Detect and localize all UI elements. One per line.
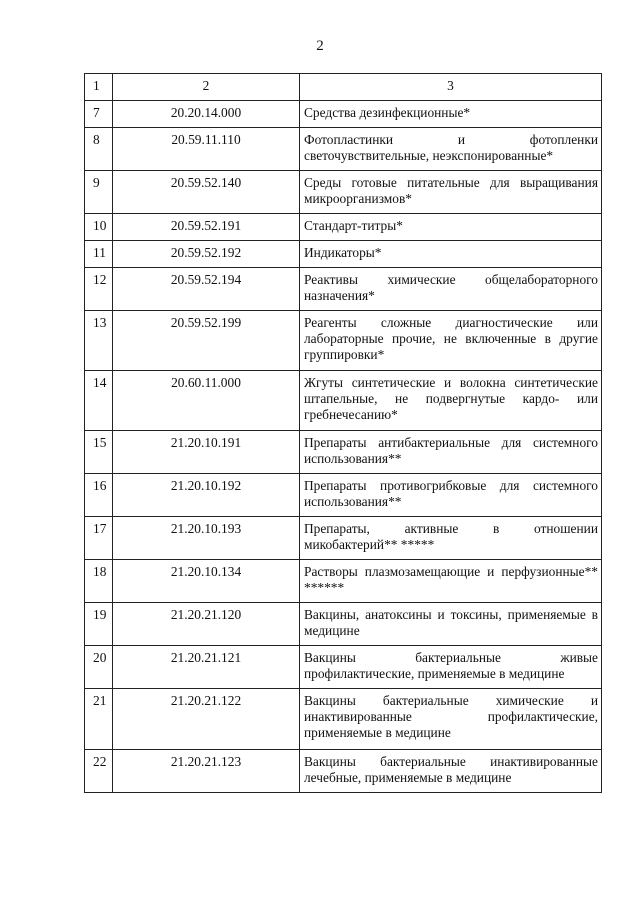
table-body bbox=[85, 74, 602, 793]
table-row bbox=[85, 171, 602, 214]
table-row bbox=[85, 474, 602, 517]
row-number: 14 bbox=[85, 371, 113, 431]
row-code: 21.20.10.192 bbox=[113, 474, 300, 517]
row-code: 21.20.10.191 bbox=[113, 431, 300, 474]
row-name: Индикаторы* bbox=[300, 241, 602, 268]
row-code: 21.20.21.123 bbox=[113, 750, 300, 793]
row-name: Вакцины бактериальные химические и инактивированные профилактические, применяемые в медицине bbox=[300, 689, 602, 750]
row-code: 20.59.52.140 bbox=[113, 171, 300, 214]
row-name: Средства дезинфекционные* bbox=[300, 101, 602, 128]
row-number: 8 bbox=[85, 128, 113, 171]
table-row bbox=[85, 646, 602, 689]
row-code: 20.59.11.110 bbox=[113, 128, 300, 171]
table-row bbox=[85, 560, 602, 603]
header-col-3: 3 bbox=[300, 74, 602, 101]
row-code: 21.20.10.193 bbox=[113, 517, 300, 560]
row-number: 9 bbox=[85, 171, 113, 214]
row-number: 16 bbox=[85, 474, 113, 517]
header-col-1: 1 bbox=[85, 74, 113, 101]
page-number: 2 bbox=[316, 38, 324, 54]
row-number: 11 bbox=[85, 241, 113, 268]
row-name: Препараты противогрибковые для системного использования** bbox=[300, 474, 602, 517]
row-code: 20.20.14.000 bbox=[113, 101, 300, 128]
row-name: Жгуты синтетические и волокна синтетические штапельные, не подвергнутые кардо- или гребнечесанию* bbox=[300, 371, 602, 431]
table-row bbox=[85, 101, 602, 128]
row-number: 21 bbox=[85, 689, 113, 750]
classification-table bbox=[84, 73, 602, 793]
row-code: 20.59.52.191 bbox=[113, 214, 300, 241]
row-name: Вакцины, анатоксины и токсины, применяемые в медицине bbox=[300, 603, 602, 646]
row-code: 21.20.21.120 bbox=[113, 603, 300, 646]
row-code: 20.59.52.194 bbox=[113, 268, 300, 311]
row-number: 20 bbox=[85, 646, 113, 689]
row-code: 20.59.52.192 bbox=[113, 241, 300, 268]
header-col-2: 2 bbox=[113, 74, 300, 101]
row-name: Вакцины бактериальные живые профилактические, применяемые в медицине bbox=[300, 646, 602, 689]
row-name: Препараты антибактериальные для системного использования** bbox=[300, 431, 602, 474]
row-name: Препараты, активные в отношении микобактерий** ***** bbox=[300, 517, 602, 560]
table-row bbox=[85, 750, 602, 793]
row-name: Реагенты сложные диагностические или лабораторные прочие, не включенные в другие группировки* bbox=[300, 311, 602, 371]
row-name: Растворы плазмозамещающие и перфузионные** ****** bbox=[300, 560, 602, 603]
table-row bbox=[85, 128, 602, 171]
row-name: Стандарт-титры* bbox=[300, 214, 602, 241]
table-row bbox=[85, 689, 602, 750]
row-number: 7 bbox=[85, 101, 113, 128]
row-code: 20.60.11.000 bbox=[113, 371, 300, 431]
table-row bbox=[85, 517, 602, 560]
table-row bbox=[85, 371, 602, 431]
row-number: 17 bbox=[85, 517, 113, 560]
row-number: 22 bbox=[85, 750, 113, 793]
row-number: 18 bbox=[85, 560, 113, 603]
row-name: Вакцины бактериальные инактивированные лечебные, применяемые в медицине bbox=[300, 750, 602, 793]
row-code: 20.59.52.199 bbox=[113, 311, 300, 371]
table-row bbox=[85, 431, 602, 474]
table-row bbox=[85, 214, 602, 241]
table-header-row bbox=[85, 74, 602, 101]
table-row bbox=[85, 311, 602, 371]
row-code: 21.20.21.121 bbox=[113, 646, 300, 689]
row-number: 15 bbox=[85, 431, 113, 474]
table-row bbox=[85, 603, 602, 646]
row-name: Среды готовые питательные для выращивания микроорганизмов* bbox=[300, 171, 602, 214]
row-number: 13 bbox=[85, 311, 113, 371]
row-number: 10 bbox=[85, 214, 113, 241]
table-row bbox=[85, 241, 602, 268]
row-name: Реактивы химические общелабораторного назначения* bbox=[300, 268, 602, 311]
table-row bbox=[85, 268, 602, 311]
row-code: 21.20.21.122 bbox=[113, 689, 300, 750]
row-code: 21.20.10.134 bbox=[113, 560, 300, 603]
row-name: Фотопластинки и фотопленки светочувствительные, неэкспонированные* bbox=[300, 128, 602, 171]
row-number: 12 bbox=[85, 268, 113, 311]
row-number: 19 bbox=[85, 603, 113, 646]
